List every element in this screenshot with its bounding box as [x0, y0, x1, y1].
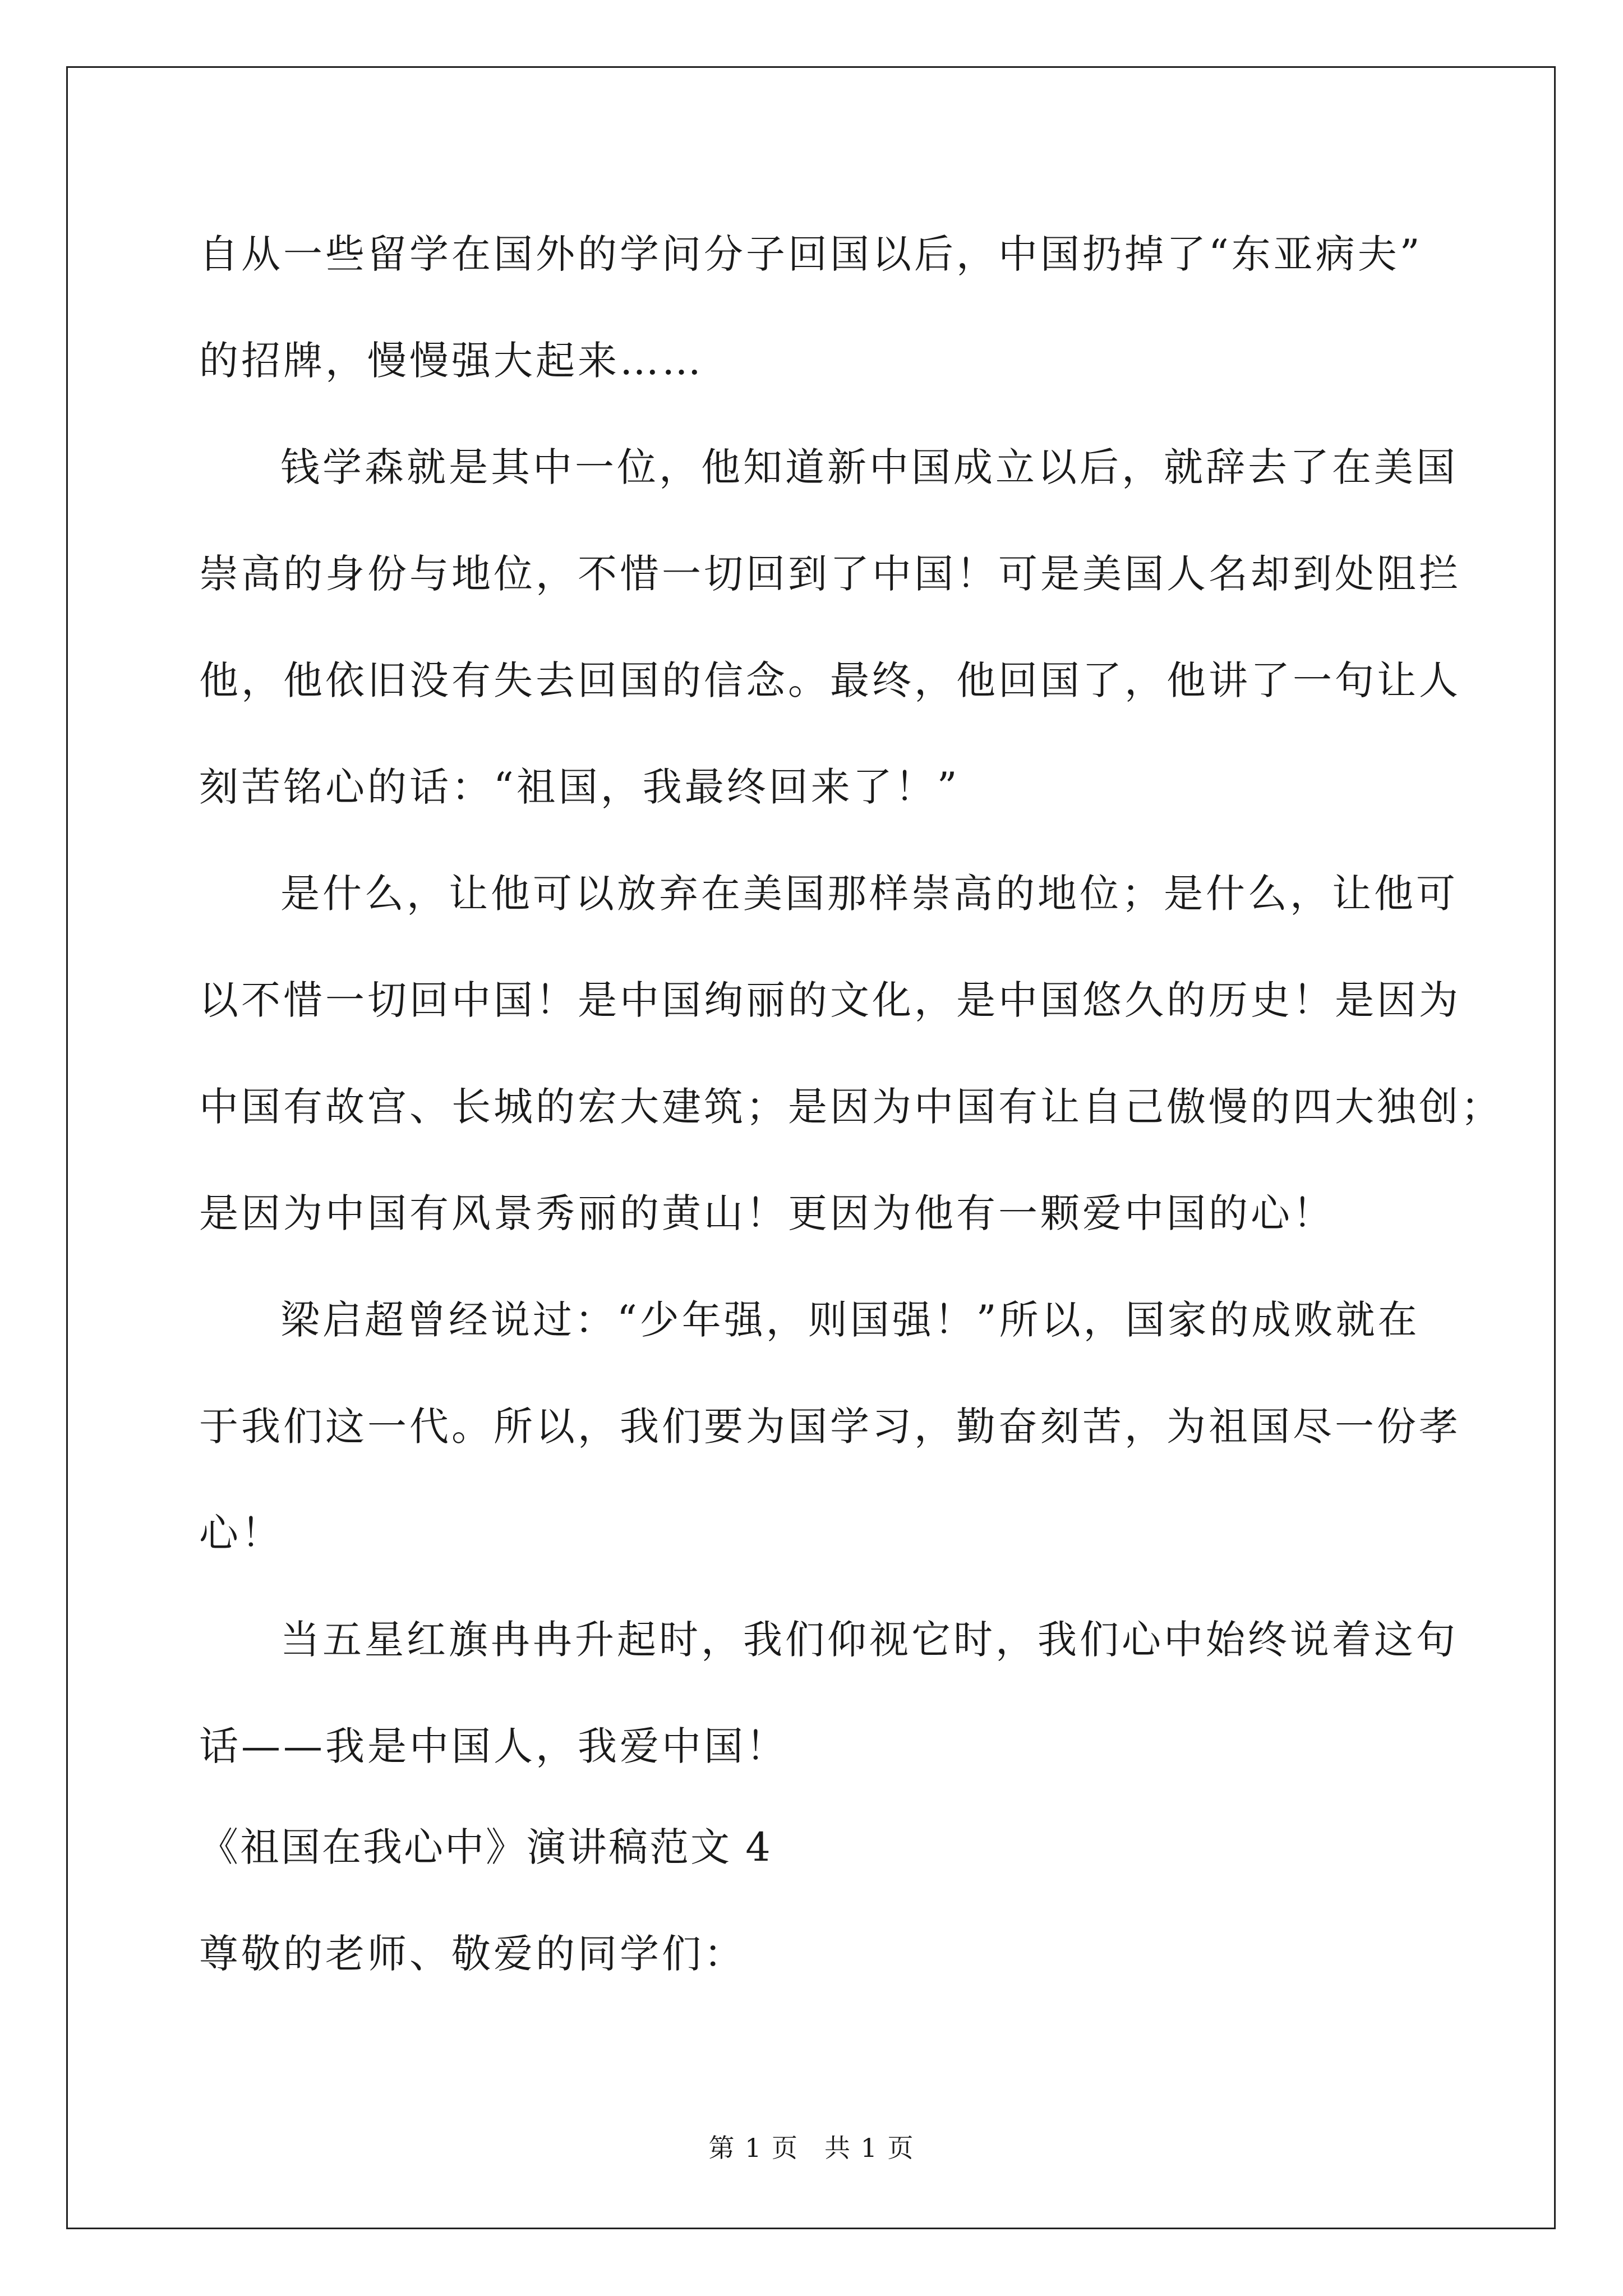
- page-border: [66, 66, 1556, 2229]
- paragraph-line: 崇高的身份与地位，不惜一切回到了中国！可是美国人名却到处阻拦: [199, 551, 1461, 597]
- page-footer: [0, 2135, 1623, 2161]
- section-title: 《祖国在我心中》演讲稿范文 4: [199, 1824, 772, 1870]
- page-number: 第 1 页: [708, 2133, 799, 2163]
- salutation-line: 尊敬的老师、敬爱的同学们：: [199, 1931, 746, 1977]
- paragraph-line: 是因为中国有风景秀丽的黄山！更因为他有一颗爱中国的心！: [199, 1190, 1335, 1236]
- paragraph-line: 话——我是中国人，我爱中国！: [199, 1723, 788, 1769]
- paragraph-line: 梁启超曾经说过：“少年强，则国强！”所以，国家的成败就在: [280, 1297, 1420, 1343]
- paragraph-line: 当五星红旗冉冉升起时，我们仰视它时，我们心中始终说着这句: [280, 1617, 1458, 1663]
- paragraph-line: 以不惜一切回中国！是中国绚丽的文化，是中国悠久的历史！是因为: [199, 977, 1461, 1023]
- paragraph-line: 心！: [199, 1510, 283, 1556]
- paragraph-line: 刻苦铭心的话：“祖国，我最终回来了！”: [199, 764, 960, 810]
- paragraph-line: 钱学森就是其中一位，他知道新中国成立以后，就辞去了在美国: [280, 444, 1458, 490]
- paragraph-line: 是什么，让他可以放弃在美国那样崇高的地位；是什么，让他可: [280, 871, 1458, 917]
- paragraph-line: 于我们这一代。所以，我们要为国学习，勤奋刻苦，为祖国尽一份孝: [199, 1404, 1461, 1450]
- paragraph-line: 中国有故宫、长城的宏大建筑；是因为中国有让自己傲慢的四大独创；: [199, 1084, 1503, 1130]
- paragraph-line: 的招牌，慢慢强大起来……: [199, 338, 704, 384]
- page-total: 共 1 页: [824, 2133, 915, 2163]
- paragraph-line: 自从一些留学在国外的学问分子回国以后，中国扔掉了“东亚病夫”: [199, 231, 1423, 277]
- paragraph-line: 他，他依旧没有失去回国的信念。最终，他回国了，他讲了一句让人: [199, 657, 1461, 703]
